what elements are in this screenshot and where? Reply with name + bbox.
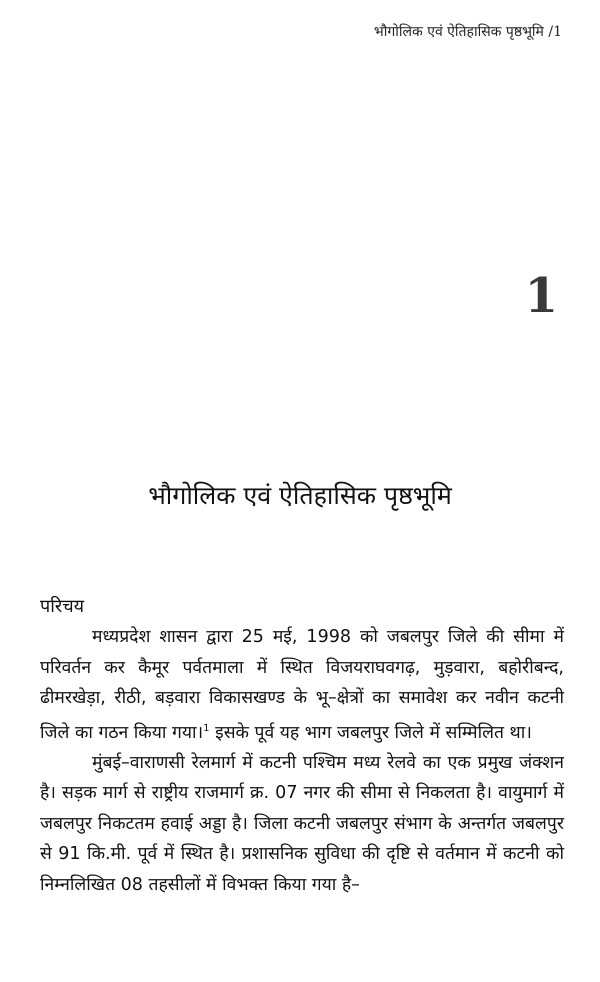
section-heading: परिचय [40,596,85,617]
paragraph-1-text: मध्यप्रदेश शासन द्वारा 25 मई, 1998 को जबलपुर जिले की सीमा में परिवर्तन कर कैमूर पर्वतमाला में स्थित विजयराघवगढ़, मुड़वारा, बहोरीबन्द, ढीमरखेड़ा, रीठी, बड़वारा विकासखण्ड के भू–क्षेत्रों का समावेश कर नवीन कटनी जिले का गठन किया गया। [40,627,564,743]
running-header: भौगोलिक एवं ऐतिहासिक पृष्ठभूमि /1 [373,24,562,40]
chapter-number: 1 [524,268,558,324]
paragraph-1 [40,622,564,748]
footnote-marker: 1 [203,722,210,734]
paragraph-2: मुंबई–वाराणसी रेलमार्ग में कटनी पश्चिम मध्य रेलवे का एक प्रमुख जंक्शन है। सड़क मार्ग से राष्ट्रीय राजमार्ग क्र. 07 नगर की सीमा से निकलता है। वायुमार्ग में जबलपुर निकटतम हवाई अड्डा है। जिला कटनी जबलपुर संभाग के अन्तर्गत जबलपुर से 91 कि.मी. पूर्व में स्थित है। प्रशासनिक सुविधा की दृष्टि से वर्तमान में कटनी को निम्नलिखित 08 तहसीलों में विभक्त किया गया है– [40,752,564,895]
introduction-section [40,592,564,900]
paragraph-1-tail: इसके पूर्व यह भाग जबलपुर जिले में सम्मिलित था। [215,722,532,743]
chapter-title: भौगोलिक एवं ऐतिहासिक पृष्ठभूमि [148,481,452,510]
